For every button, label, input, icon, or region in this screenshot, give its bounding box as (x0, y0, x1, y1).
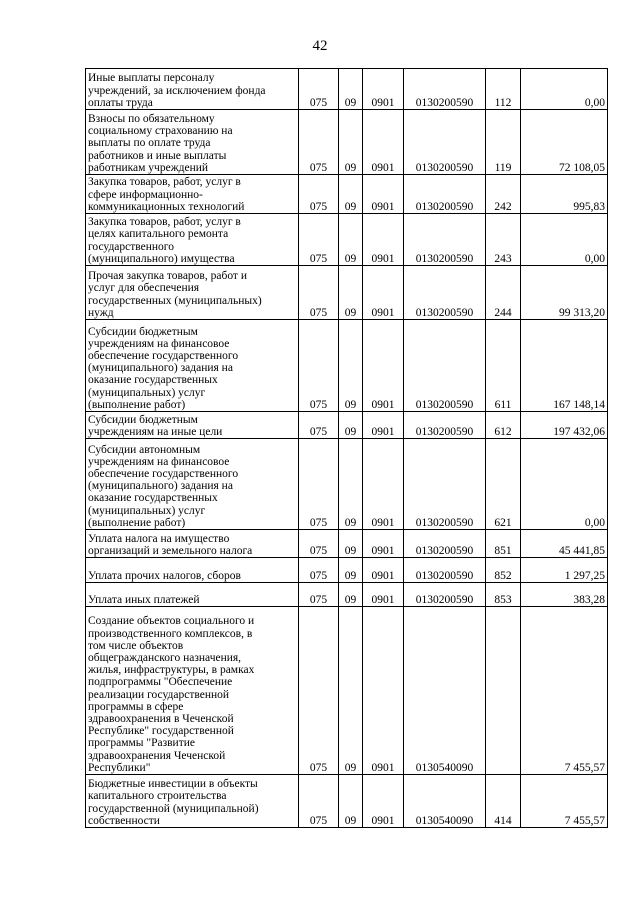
row-name: Уплата прочих налогов, сборов (86, 558, 299, 583)
row-amount: 0,00 (521, 214, 608, 266)
table-row (86, 320, 608, 412)
table-row (86, 412, 608, 439)
row-target: 0130200590 (404, 266, 486, 320)
row-target: 0130200590 (404, 69, 486, 110)
row-ministry: 075 (299, 69, 339, 110)
row-section: 09 (339, 558, 363, 583)
row-name: Уплата налога на имущество организаций и земельного налога (86, 530, 299, 558)
row-section: 09 (339, 530, 363, 558)
table-row (86, 266, 608, 320)
row-amount: 0,00 (521, 439, 608, 530)
row-target: 0130200590 (404, 558, 486, 583)
row-expense-type (486, 607, 521, 775)
row-expense-type: 611 (486, 320, 521, 412)
row-amount: 383,28 (521, 583, 608, 607)
row-subsection: 0901 (363, 558, 404, 583)
row-subsection: 0901 (363, 412, 404, 439)
row-subsection: 0901 (363, 110, 404, 175)
table-row (86, 607, 608, 775)
row-subsection: 0901 (363, 439, 404, 530)
row-expense-type: 621 (486, 439, 521, 530)
row-expense-type: 112 (486, 69, 521, 110)
row-subsection: 0901 (363, 266, 404, 320)
row-amount: 7 455,57 (521, 775, 608, 828)
row-name: Субсидии бюджетным учреждениям на финансовое обеспечение государственного (муниципального) задания на оказание государственных (муниципальных) услуг (выполнение работ) (86, 320, 299, 412)
row-expense-type: 119 (486, 110, 521, 175)
row-ministry: 075 (299, 583, 339, 607)
row-subsection: 0901 (363, 175, 404, 214)
row-section: 09 (339, 320, 363, 412)
row-ministry: 075 (299, 214, 339, 266)
row-name: Уплата иных платежей (86, 583, 299, 607)
table-row (86, 175, 608, 214)
row-section: 09 (339, 266, 363, 320)
row-target: 0130200590 (404, 214, 486, 266)
row-ministry: 075 (299, 439, 339, 530)
row-name: Закупка товаров, работ, услуг в целях капитального ремонта государственного (муниципального) имущества (86, 214, 299, 266)
table-row (86, 530, 608, 558)
table-row (86, 558, 608, 583)
row-amount: 99 313,20 (521, 266, 608, 320)
row-target: 0130540090 (404, 775, 486, 828)
row-ministry: 075 (299, 175, 339, 214)
row-subsection: 0901 (363, 775, 404, 828)
row-ministry: 075 (299, 320, 339, 412)
row-subsection: 0901 (363, 583, 404, 607)
row-section: 09 (339, 607, 363, 775)
row-section: 09 (339, 583, 363, 607)
budget-table-body (86, 69, 608, 828)
table-row (86, 110, 608, 175)
table-row (86, 69, 608, 110)
row-section: 09 (339, 412, 363, 439)
row-amount: 197 432,06 (521, 412, 608, 439)
row-section: 09 (339, 214, 363, 266)
row-name: Взносы по обязательному социальному страхованию на выплаты по оплате труда работников и иные выплаты работникам учреждений (86, 110, 299, 175)
row-ministry: 075 (299, 412, 339, 439)
row-expense-type: 851 (486, 530, 521, 558)
row-ministry: 075 (299, 530, 339, 558)
row-target: 0130200590 (404, 530, 486, 558)
row-target: 0130200590 (404, 110, 486, 175)
row-ministry: 075 (299, 607, 339, 775)
row-target: 0130200590 (404, 583, 486, 607)
row-expense-type: 612 (486, 412, 521, 439)
row-section: 09 (339, 175, 363, 214)
row-name: Создание объектов социального и производственного комплексов, в том числе объектов общегражданского назначения, жилья, инфраструктуры, в рамках подпрограммы "Обеспечение реализации государственной программы в сфере здравоохранения в Чеченской Республике" государственной программы "Развитие здравоохранения Чеченской Республики" (86, 607, 299, 775)
row-expense-type: 852 (486, 558, 521, 583)
row-expense-type: 414 (486, 775, 521, 828)
table-row (86, 439, 608, 530)
table-row (86, 583, 608, 607)
row-subsection: 0901 (363, 69, 404, 110)
table-row (86, 214, 608, 266)
row-amount: 167 148,14 (521, 320, 608, 412)
row-target: 0130200590 (404, 412, 486, 439)
row-amount: 45 441,85 (521, 530, 608, 558)
row-target: 0130200590 (404, 320, 486, 412)
row-amount: 72 108,05 (521, 110, 608, 175)
row-expense-type: 853 (486, 583, 521, 607)
row-name: Бюджетные инвестиции в объекты капитального строительства государственной (муниципальной) собственности (86, 775, 299, 828)
row-name: Субсидии бюджетным учреждениям на иные цели (86, 412, 299, 439)
row-name: Закупка товаров, работ, услуг в сфере информационно- коммуникационных технологий (86, 175, 299, 214)
page-number: 42 (312, 38, 328, 54)
row-ministry: 075 (299, 110, 339, 175)
row-section: 09 (339, 110, 363, 175)
row-ministry: 075 (299, 775, 339, 828)
row-name: Прочая закупка товаров, работ и услуг для обеспечения государственных (муниципальных) нужд (86, 266, 299, 320)
row-expense-type: 244 (486, 266, 521, 320)
row-amount: 1 297,25 (521, 558, 608, 583)
row-amount: 995,83 (521, 175, 608, 214)
row-expense-type: 243 (486, 214, 521, 266)
row-section: 09 (339, 69, 363, 110)
row-target: 0130200590 (404, 175, 486, 214)
row-ministry: 075 (299, 558, 339, 583)
row-target: 0130540090 (404, 607, 486, 775)
row-subsection: 0901 (363, 320, 404, 412)
row-ministry: 075 (299, 266, 339, 320)
budget-table (85, 68, 608, 828)
row-section: 09 (339, 775, 363, 828)
row-name: Иные выплаты персоналу учреждений, за исключением фонда оплаты труда (86, 69, 299, 110)
row-expense-type: 242 (486, 175, 521, 214)
row-name: Субсидии автономным учреждениям на финансовое обеспечение государственного (муниципального) задания на оказание государственных (муниципальных) услуг (выполнение работ) (86, 439, 299, 530)
row-amount: 7 455,57 (521, 607, 608, 775)
row-amount: 0,00 (521, 69, 608, 110)
row-subsection: 0901 (363, 607, 404, 775)
row-target: 0130200590 (404, 439, 486, 530)
row-section: 09 (339, 439, 363, 530)
row-subsection: 0901 (363, 530, 404, 558)
row-subsection: 0901 (363, 214, 404, 266)
table-row (86, 775, 608, 828)
